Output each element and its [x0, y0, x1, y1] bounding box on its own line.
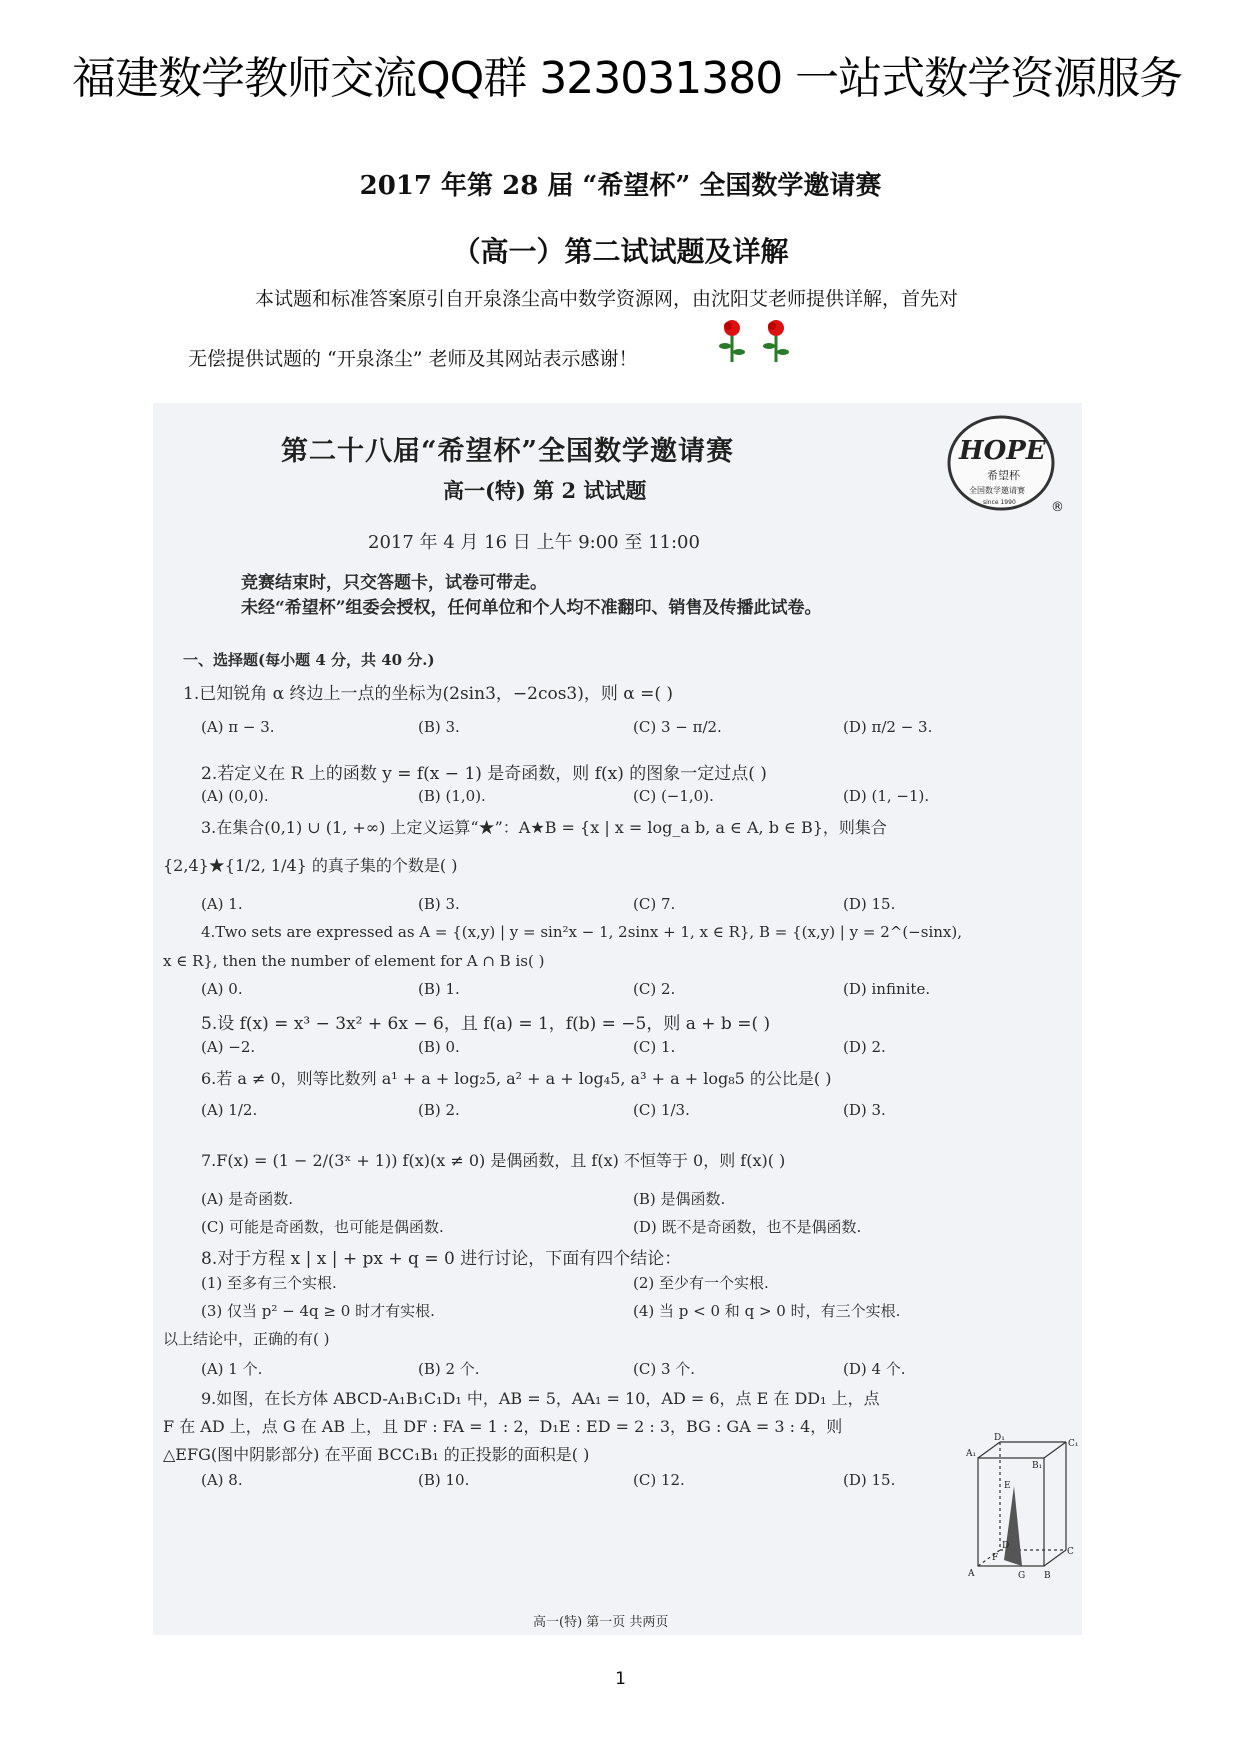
question-1: 1.已知锐角 α 终边上一点的坐标为(2sin3，−2cos3)，则 α =( )	[183, 684, 674, 704]
q4-option-b: (B) 1.	[418, 980, 460, 998]
label-f: F	[992, 1553, 999, 1563]
q7-option-c: (C) 可能是奇函数，也可能是偶函数.	[201, 1218, 444, 1236]
q7-option-b: (B) 是偶函数.	[633, 1190, 726, 1208]
q3-option-d: (D) 15.	[843, 895, 896, 913]
q7-option-d: (D) 既不是奇函数，也不是偶函数.	[633, 1218, 862, 1236]
q4-option-a: (A) 0.	[201, 980, 243, 998]
label-g: G	[1018, 1571, 1026, 1581]
q3-option-c: (C) 7.	[633, 895, 676, 913]
q5-option-b: (B) 0.	[418, 1038, 460, 1056]
q1-option-a: (A) π − 3.	[201, 718, 275, 736]
label-d: D	[1002, 1541, 1010, 1551]
q8-option-b: (B) 2 个.	[418, 1360, 480, 1378]
q6-option-b: (B) 2.	[418, 1101, 460, 1119]
document-subtitle: （高一）第二试试题及详解	[452, 235, 789, 268]
logo-sub2: 全国数学邀请赛	[969, 486, 1025, 495]
label-b: B	[1044, 1571, 1051, 1581]
q6-option-a: (A) 1/2.	[201, 1101, 258, 1119]
exam-subtitle: 高一(特) 第 2 试试题	[443, 478, 647, 503]
question-3-cont: {2,4}★{1/2, 1/4} 的真子集的个数是( )	[163, 856, 458, 875]
q4-option-c: (C) 2.	[633, 980, 676, 998]
scanned-exam-page	[153, 403, 1082, 1635]
q1-option-d: (D) π/2 − 3.	[843, 718, 933, 736]
question-3: 3.在集合(0,1) ∪ (1, +∞) 上定义运算“★”：A★B = {x | x = log_a b, a ∈ A, b ∈ B}，则集合	[201, 818, 887, 837]
label-b1: B₁	[1032, 1461, 1043, 1471]
logo-text: HOPE	[959, 436, 1046, 466]
q9-option-c: (C) 12.	[633, 1471, 685, 1489]
intro-line-1: 本试题和标准答案原引自开泉涤尘高中数学资源网，由沈阳艾老师提供详解，首先对	[255, 288, 959, 310]
question-7: 7.F(x) = (1 − 2/(3ˣ + 1)) f(x)(x ≠ 0) 是偶函数，且 f(x) 不恒等于 0，则 f(x)( )	[201, 1151, 786, 1170]
q2-option-d: (D) (1, −1).	[843, 787, 930, 805]
label-c1: C₁	[1068, 1439, 1079, 1449]
logo-registered: ®	[1051, 500, 1064, 515]
notice-1: 竞赛结束时，只交答题卡，试卷可带走。	[241, 573, 547, 593]
label-e: E	[1004, 1481, 1011, 1491]
question-4-cont: x ∈ R}, then the number of element for A ∩ B is( )	[163, 952, 545, 970]
q2-option-a: (A) (0,0).	[201, 787, 269, 805]
logo-sub1: 希望杯	[987, 469, 1020, 482]
q5-option-c: (C) 1.	[633, 1038, 676, 1056]
q6-option-c: (C) 1/3.	[633, 1101, 690, 1119]
label-c: C	[1067, 1547, 1074, 1557]
question-9: 9.如图，在长方体 ABCD-A₁B₁C₁D₁ 中，AB = 5，AA₁ = 10，AD = 6，点 E 在 DD₁ 上，点	[201, 1389, 880, 1408]
q8-question: 以上结论中，正确的有( )	[163, 1330, 330, 1348]
q2-option-c: (C) (−1,0).	[633, 787, 714, 805]
cuboid-diagram	[964, 1433, 1079, 1581]
q8-option-d: (D) 4 个.	[843, 1360, 906, 1378]
rose-icon	[712, 318, 802, 364]
exam-footer: 高一(特) 第一页 共两页	[533, 1615, 669, 1630]
hope-cup-logo	[943, 411, 1069, 521]
exam-title: 第二十八届“希望杯”全国数学邀请赛	[281, 436, 735, 467]
q5-option-d: (D) 2.	[843, 1038, 886, 1056]
section-heading: 一、选择题(每小题 4 分，共 40 分.)	[183, 651, 435, 669]
question-9-cont: F 在 AD 上，点 G 在 AB 上，且 DF : FA = 1 : 2，D₁E : ED = 2 : 3，BG : GA = 3 : 4，则	[163, 1417, 843, 1436]
logo-sub3: since 1990	[983, 499, 1016, 506]
q8-statement-3: (3) 仅当 p² − 4q ≥ 0 时才有实根.	[201, 1302, 435, 1320]
q5-option-a: (A) −2.	[201, 1038, 256, 1056]
label-a1: A₁	[966, 1449, 977, 1459]
question-6: 6.若 a ≠ 0，则等比数列 a¹ + a + log₂5, a² + a + log₄5, a³ + a + log₈5 的公比是( )	[201, 1069, 832, 1088]
intro-line-2: 无偿提供试题的 “开泉涤尘” 老师及其网站表示感谢！	[188, 348, 638, 370]
question-9-cont2: △EFG(图中阴影部分) 在平面 BCC₁B₁ 的正投影的面积是( )	[163, 1445, 590, 1464]
question-8: 8.对于方程 x | x | + px + q = 0 进行讨论，下面有四个结论：	[201, 1249, 682, 1269]
q7-option-a: (A) 是奇函数.	[201, 1190, 294, 1208]
banner: 福建数学教师交流QQ群 323031380 一站式数学资源服务	[72, 53, 1183, 104]
page-number: 1	[615, 1669, 626, 1689]
question-5: 5.设 f(x) = x³ − 3x² + 6x − 6，且 f(a) = 1，f(b) = −5，则 a + b =( )	[201, 1014, 771, 1034]
q3-option-b: (B) 3.	[418, 895, 460, 913]
q4-option-d: (D) infinite.	[843, 980, 931, 998]
label-a: A	[968, 1569, 975, 1579]
q8-statement-4: (4) 当 p < 0 和 q > 0 时，有三个实根.	[633, 1302, 901, 1320]
notice-2: 未经“希望杯”组委会授权，任何单位和个人均不准翻印、销售及传播此试卷。	[241, 598, 822, 618]
document-title: 2017 年第 28 届 “希望杯” 全国数学邀请赛	[359, 171, 882, 201]
q9-option-d: (D) 15.	[843, 1471, 896, 1489]
q8-statement-2: (2) 至少有一个实根.	[633, 1274, 769, 1292]
q8-option-a: (A) 1 个.	[201, 1360, 263, 1378]
q9-option-b: (B) 10.	[418, 1471, 470, 1489]
q1-option-c: (C) 3 − π/2.	[633, 718, 722, 736]
q6-option-d: (D) 3.	[843, 1101, 886, 1119]
q3-option-a: (A) 1.	[201, 895, 243, 913]
question-2: 2.若定义在 R 上的函数 y = f(x − 1) 是奇函数，则 f(x) 的图象一定过点( )	[201, 764, 767, 784]
q1-option-b: (B) 3.	[418, 718, 460, 736]
q8-statement-1: (1) 至多有三个实根.	[201, 1274, 337, 1292]
label-d1: D₁	[994, 1433, 1005, 1443]
q9-option-a: (A) 8.	[201, 1471, 243, 1489]
question-4: 4.Two sets are expressed as A = {(x,y) | y = sin²x − 1, 2sinx + 1, x ∈ R}, B = {(x,y) | y = 2^(−sinx),	[201, 923, 962, 941]
exam-date: 2017 年 4 月 16 日 上午 9:00 至 11:00	[368, 532, 700, 553]
q2-option-b: (B) (1,0).	[418, 787, 486, 805]
q8-option-c: (C) 3 个.	[633, 1360, 696, 1378]
